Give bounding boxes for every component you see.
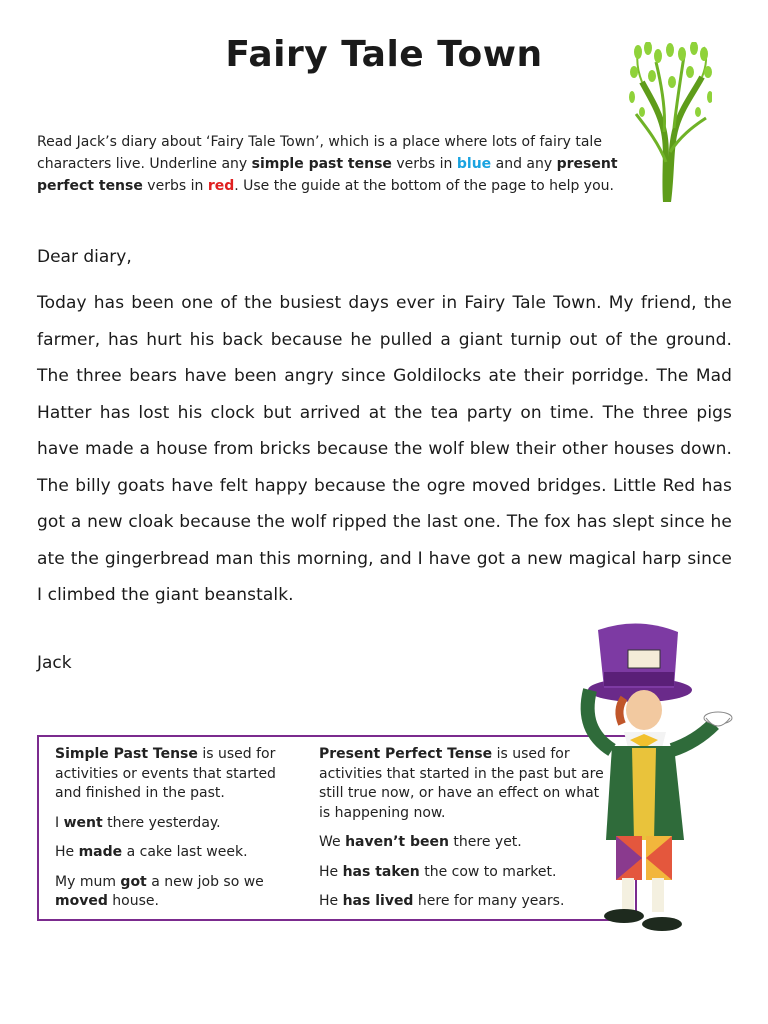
example-verb: got <box>120 873 147 890</box>
blue-colour-word: blue <box>456 156 492 172</box>
simple-past-definition-text: is used for activities or events that started and finished in the past. <box>55 746 276 801</box>
example-text: My mum <box>55 873 121 890</box>
simple-past-example-1 <box>55 814 293 834</box>
example-text: He <box>55 844 79 860</box>
mad-hatter-illustration <box>566 620 742 936</box>
red-colour-word: red <box>207 178 235 194</box>
intro-text-5: . Use the guide at the bottom of the page to help you. <box>234 178 614 194</box>
intro-text-2: verbs in <box>391 156 457 172</box>
simple-past-column <box>55 745 293 922</box>
example-text: He <box>319 863 343 880</box>
intro-text-1: Read Jack’s diary about ‘Fairy Tale Town’, which is a place where lots of fairy tale characters live. Underline any <box>37 134 602 172</box>
simple-past-definition <box>55 745 293 804</box>
example-text: I <box>55 814 64 831</box>
diary-signature: Jack <box>37 653 72 673</box>
instructions <box>37 131 645 197</box>
simple-past-example-2 <box>55 843 293 863</box>
example-verb: haven’t been <box>345 834 449 850</box>
example-text: there yet. <box>448 834 522 850</box>
example-verb: has lived <box>342 893 414 909</box>
page-title: Fairy Tale Town <box>225 34 543 75</box>
example-verb: made <box>78 844 123 860</box>
example-text: He <box>319 893 343 909</box>
example-verb: went <box>63 814 103 831</box>
diary-body: Today has been one of the busiest days ever in Fairy Tale Town. My friend, the farmer, has hurt his back because he pulled a giant turnip out of the ground. The three bears have been angry since Goldilocks ate their porridge. The Mad Hatter has lost his clock but arrived at the tea party on time. The three pigs have made a house from bricks because the wolf blew their other houses down. The billy goats have felt happy because the ogre moved bridges. Little Red has got a new cloak because the wolf ripped the last one. The fox has slept since he ate the gingerbread man this morning, and I have got a new magical harp since I climbed the giant beanstalk. <box>37 293 732 605</box>
example-text: the cow to market. <box>419 863 557 880</box>
present-perfect-term: present perfect tense <box>37 156 618 194</box>
intro-text-4: verbs in <box>142 178 208 194</box>
example-text: a new job so we <box>146 873 264 890</box>
example-text: a cake last week. <box>122 844 248 860</box>
example-text: there yesterday. <box>102 814 221 831</box>
simple-past-example-3 <box>55 873 293 912</box>
example-text: house. <box>107 893 159 909</box>
simple-past-term: simple past tense <box>251 156 392 172</box>
intro-text-3: and any <box>491 156 557 172</box>
tense-guide-box <box>37 735 637 921</box>
diary-greeting: Dear diary, <box>37 247 132 267</box>
example-text: We <box>319 834 346 850</box>
example-text: here for many years. <box>413 893 565 909</box>
simple-past-heading: Simple Past Tense <box>55 746 198 762</box>
present-perfect-definition-text: is used for activities that started in the past but are still true now, or have an effect on what is happening now. <box>319 746 604 821</box>
example-verb: moved <box>55 893 108 909</box>
present-perfect-heading: Present Perfect Tense <box>319 746 493 762</box>
example-verb: has taken <box>342 863 420 880</box>
